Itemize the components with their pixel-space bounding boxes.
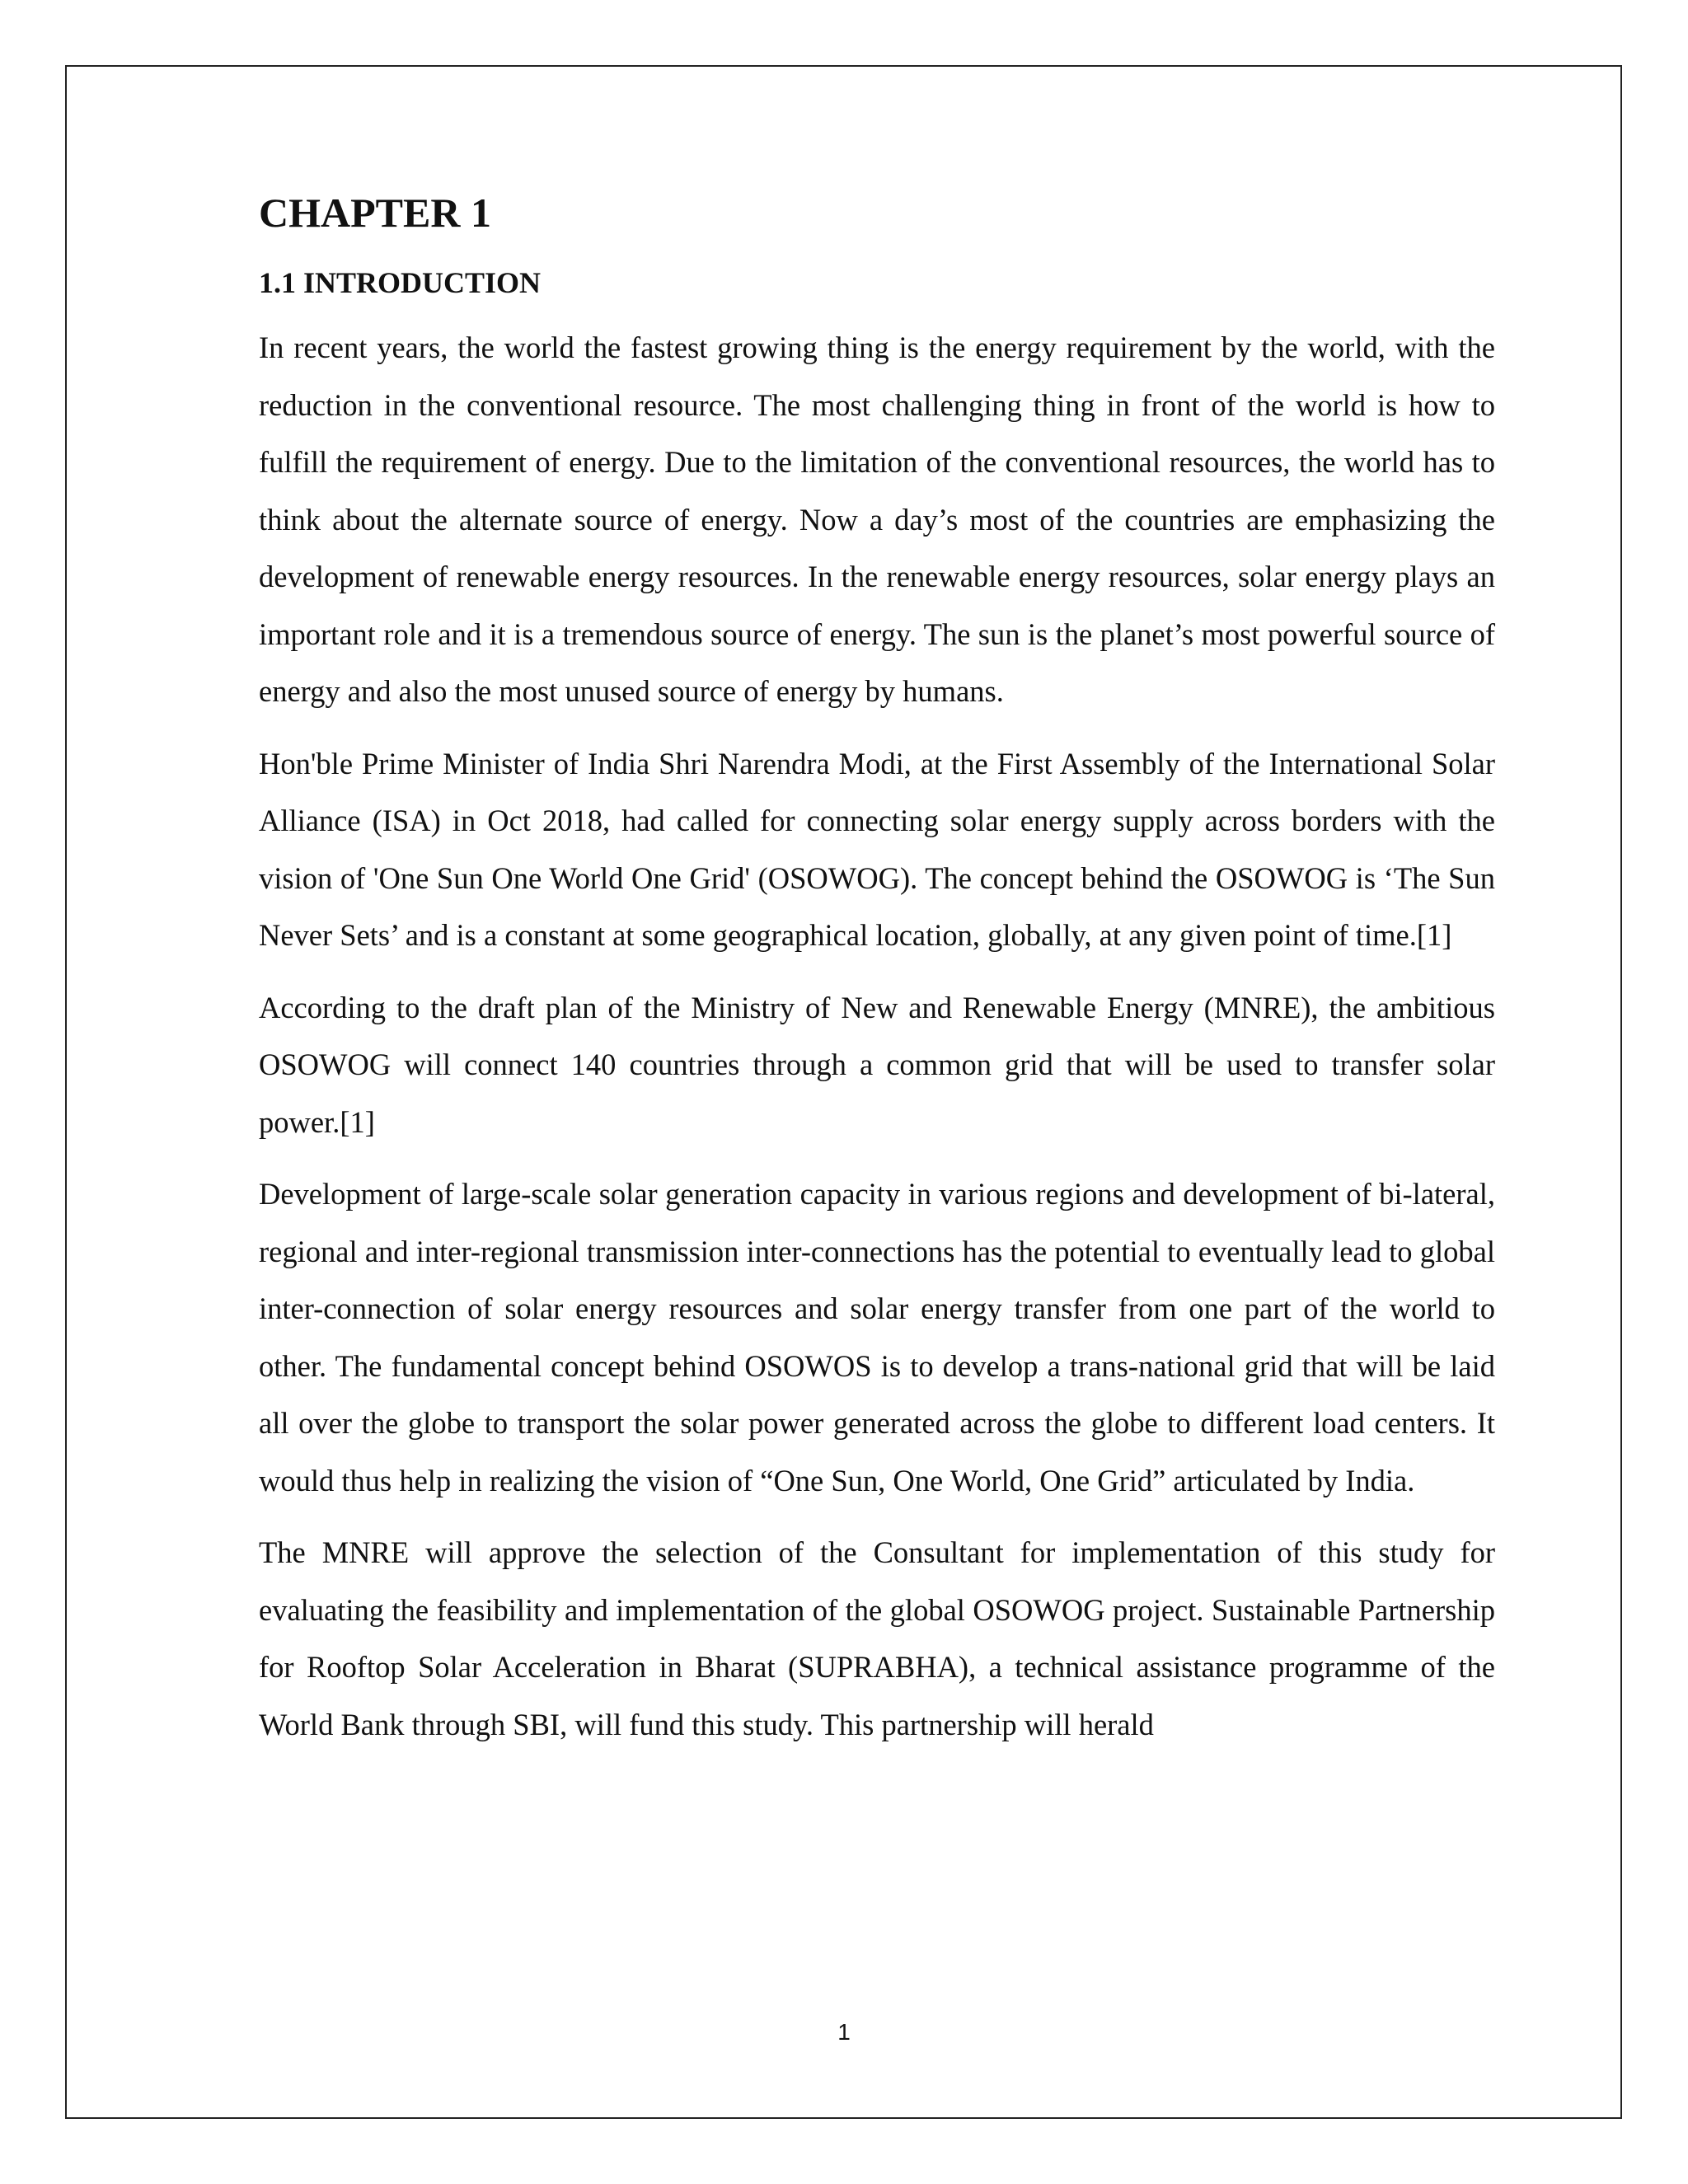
chapter-title: CHAPTER 1: [259, 190, 491, 236]
page-number: 1: [837, 2019, 851, 2045]
paragraph-isa-vision: Hon'ble Prime Minister of India Shri Narendra Modi, at the First Assembly of the International Solar Alliance (ISA) in Oct 2018, had called for connecting solar energy supply across borders with the vision of 'One Sun One World One Grid' (OSOWOG). The concept behind the OSOWOG is ‘The Sun Never Sets’ and is a constant at some geographical location, globally, at any given point of time.[1]: [259, 746, 1495, 953]
document-body: [259, 188, 1495, 1768]
paragraph-intro: In recent years, the world the fastest growing thing is the energy requirement by the world, with the reduction in the conventional resource. The most challenging thing in front of the world is how to fulfill the requirement of energy. Due to the limitation of the conventional resources, the world has to think about the alternate source of energy. Now a day’s most of the countries are emphasizing the development of renewable energy resources. In the renewable energy resources, solar energy plays an important role and it is a tremendous source of energy. The sun is the planet’s most powerful source of energy and also the most unused source of energy by humans.: [259, 330, 1495, 709]
paragraph-mnre-plan: According to the draft plan of the Ministry of New and Renewable Energy (MNRE), the ambitious OSOWOG will connect 140 countries through a common grid that will be used to transfer solar power.[1]: [259, 990, 1495, 1139]
paragraph-consultant-study: The MNRE will approve the selection of the Consultant for implementation of this study for evaluating the feasibility and implementation of the global OSOWOG project. Sustainable Partnership for Rooftop Solar Acceleration in Bharat (SUPRABHA), a technical assistance programme of the World Bank through SBI, will fund this study. This partnership will herald: [259, 1535, 1495, 1741]
section-title: 1.1 INTRODUCTION: [259, 266, 542, 299]
paragraph-grid-development: Development of large-scale solar generation capacity in various regions and development of bi-lateral, regional and inter-regional transmission inter-connections has the potential to eventually lead to global inter-connection of solar energy resources and solar energy transfer from one part of the world to other. The fundamental concept behind OSOWOS is to develop a trans-national grid that will be laid all over the globe to transport the solar power generated across the globe to different load centers. It would thus help in realizing the vision of “One Sun, One World, One Grid” articulated by India.: [259, 1177, 1495, 1497]
